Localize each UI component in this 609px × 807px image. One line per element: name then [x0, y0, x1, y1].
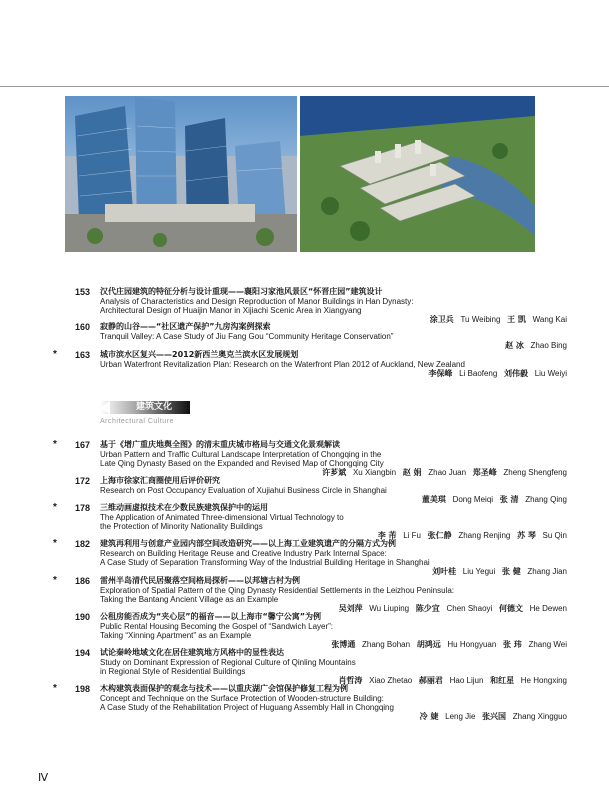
entry-marker: * — [53, 538, 57, 549]
author-en: Zhao Bing — [530, 341, 567, 350]
entry-page: 172 — [74, 476, 90, 486]
entry-title-zh: 寂静的山谷——“社区遗产保护”九房沟案例探索 — [100, 322, 271, 331]
author-en: Dong Meiqi — [452, 495, 494, 504]
entry-title-en: Analysis of Characteristics and Design Reproduction of Manor Buildings in Han Dynasty: — [100, 297, 414, 306]
entry-marker: * — [53, 683, 57, 694]
author-en: Li Baofeng — [459, 369, 498, 378]
author-zh: 郑圣峰 — [472, 468, 497, 477]
page-number: Ⅳ — [38, 772, 49, 784]
entry-page: 163 — [74, 350, 90, 360]
author-en: Hao Lijun — [449, 676, 484, 685]
author-zh: 王 凯 — [507, 315, 526, 324]
author-zh: 李 芾 — [377, 531, 397, 540]
entry-title-en: A Case Study of Separation Transforming Way of the Industrial Building Heritage in Shanghai — [100, 558, 430, 567]
entry-title-en: in Regional Style of Residential Buildings — [100, 667, 246, 676]
author-zh: 赵 冰 — [505, 341, 524, 350]
author-zh: 张 玮 — [502, 640, 522, 649]
entry-page: 167 — [74, 440, 90, 450]
author-en: Tu Weibing — [460, 315, 501, 324]
entry-title-zh: 三维动画虚拟技术在少数民族建筑保护中的运用 — [100, 503, 268, 512]
author-zh: 赵 娟 — [402, 468, 422, 477]
entry-title-en: Late Qing Dynasty Based on the Expanded and Revised Map of Chongqing City — [100, 459, 384, 468]
section-title: 建筑文化 — [136, 402, 173, 412]
author-en: Xiao Zhetao — [369, 676, 413, 685]
author-zh: 刘叶桂 — [432, 567, 457, 576]
entry-title-en: Concept and Technique on the Surface Protection of Wooden-structure Building: — [100, 694, 384, 703]
author-zh: 张兴国 — [482, 712, 507, 721]
section-subtitle: Architectural Culture — [100, 418, 174, 425]
author-zh: 郝丽君 — [418, 676, 443, 685]
entry-title-zh: 上海市徐家汇商圈使用后评价研究 — [100, 476, 220, 485]
author-zh: 冷 婕 — [419, 712, 439, 721]
author-en: Li Fu — [403, 531, 421, 540]
entry-title-zh: 公租房能否成为“夹心层”的福音——以上海市“馨宁公寓”为例 — [100, 612, 322, 621]
author-zh: 董美琪 — [421, 495, 446, 504]
entry-marker: * — [53, 349, 57, 360]
author-en: Wang Kai — [532, 315, 567, 324]
author-en: Zhao Juan — [428, 468, 467, 477]
author-en: Hu Hongyuan — [447, 640, 497, 649]
entry-title-en: Taking the Bantang Ancient Village as an Example — [100, 595, 279, 604]
author-zh: 张仁静 — [427, 531, 452, 540]
entry-marker: * — [53, 502, 57, 513]
author-en: Zhang Wei — [528, 640, 567, 649]
author-zh: 李保峰 — [428, 369, 453, 378]
entry-page: 194 — [74, 648, 90, 658]
author-zh: 苏 琴 — [517, 531, 536, 540]
author-zh: 肖哲涛 — [338, 676, 363, 685]
entry-title-en: Tranquil Valley: A Case Study of Jiu Fang Gou “Community Heritage Conservation” — [100, 332, 394, 341]
entry-page: 186 — [74, 576, 90, 586]
entry-title-en: Urban Pattern and Traffic Cultural Landscape Interpretation of Chongqing in the — [100, 450, 382, 459]
author-en: Su Qin — [542, 531, 567, 540]
author-en: Zhang Qing — [525, 495, 567, 504]
entry-title-en: A Case Study of the Rehabilitation Project of Huguang Assembly Hall in Chongqing — [100, 703, 394, 712]
entry-page: 178 — [74, 503, 90, 513]
entry-title-zh: 基于《增广重庆地舆全图》的清末重庆城市格局与交通文化景观解读 — [100, 440, 340, 449]
entry-title-en: Exploration of Spatial Pattern of the Qing Dynasty Residential Settlements in the Leizhou Peninsula: — [100, 586, 454, 595]
author-zh: 许芗斌 — [322, 468, 347, 477]
entry-title-en: Taking “Xinning Apartment” as an Example — [100, 631, 252, 640]
author-en: He Hongxing — [520, 676, 567, 685]
author-zh: 何德文 — [498, 604, 523, 613]
entry-authors — [428, 369, 567, 379]
entry-title-en: Research on Post Occupancy Evaluation of Xujiahui Business Circle in Shanghai — [100, 486, 387, 495]
author-zh: 张博通 — [331, 640, 356, 649]
entry-title-zh: 建筑再利用与创意产业园内部空间改造研究——以上海工业建筑遗产的分隔方式为例 — [100, 539, 396, 548]
entry-title-zh: 雷州半岛清代民居聚落空间格局探析——以邦塘古村为例 — [100, 576, 300, 585]
author-zh: 和红星 — [490, 676, 515, 685]
author-en: Zhang Jian — [527, 567, 567, 576]
entry-title-zh: 城市滨水区复兴——2012新西兰奥克兰滨水区发展规划 — [100, 350, 299, 359]
author-zh: 吴刘萍 — [338, 604, 363, 613]
author-en: Chen Shaoyi — [446, 604, 493, 613]
author-en: Xu Xiangbin — [352, 468, 397, 477]
entry-page: 198 — [74, 684, 90, 694]
entry-page: 190 — [74, 612, 90, 622]
entry-title-zh: 试论秦岭地域文化在居住建筑地方风格中的显性表达 — [100, 648, 284, 657]
author-en: Zhang Bohan — [362, 640, 411, 649]
entry-title-en: Research on Building Heritage Reuse and Creative Industry Park Internal Space: — [100, 549, 387, 558]
author-en: Liu Weiyi — [534, 369, 567, 378]
entry-title-en: Architectural Design of Huaijin Manor in Xijiachi Scenic Area in Xiangyang — [100, 306, 362, 315]
author-en: Leng Jie — [445, 712, 476, 721]
author-zh: 陈少宜 — [415, 604, 440, 613]
author-en: Wu Liuping — [369, 604, 410, 613]
entry-title-zh: 汉代庄园建筑的特征分析与设计重现——襄阳习家池风景区“怀晋庄园”建筑设计 — [100, 287, 383, 296]
author-en: Liu Yegui — [462, 567, 496, 576]
author-en: Zhang Xingguo — [512, 712, 567, 721]
entry-page: 182 — [74, 539, 90, 549]
entry-page: 160 — [74, 322, 90, 332]
author-zh: 胡鸿远 — [416, 640, 441, 649]
entry-title-en: The Application of Animated Three-dimensional Virtual Technology to — [100, 513, 344, 522]
entry-title-zh: 木构建筑表面保护的观念与技术——以重庆湖广会馆保护修复工程为例 — [100, 684, 348, 693]
entry-title-en: Public Rental Housing Becoming the Gospel of “Sandwich Layer”: — [100, 622, 334, 631]
entry-title-en: Urban Waterfront Revitalization Plan: Research on the Waterfront Plan 2012 of Auckland, New Zealand — [100, 360, 465, 369]
entry-page: 153 — [74, 287, 90, 297]
entry-title-en: Study on Dominant Expression of Regional Culture of Qinling Mountains — [100, 658, 356, 667]
author-zh: 张 清 — [499, 495, 519, 504]
author-en: Zheng Shengfeng — [503, 468, 567, 477]
entry-marker: * — [53, 439, 57, 450]
author-en: He Dewen — [529, 604, 567, 613]
entry-marker: * — [53, 575, 57, 586]
entry-authors — [420, 712, 567, 722]
author-zh: 刘伟毅 — [504, 369, 529, 378]
author-zh: 涂卫兵 — [429, 315, 454, 324]
author-zh: 张 健 — [501, 567, 521, 576]
author-en: Zhang Renjing — [458, 531, 511, 540]
entry-title-en: the Protection of Minority Nationality Buildings — [100, 522, 263, 531]
